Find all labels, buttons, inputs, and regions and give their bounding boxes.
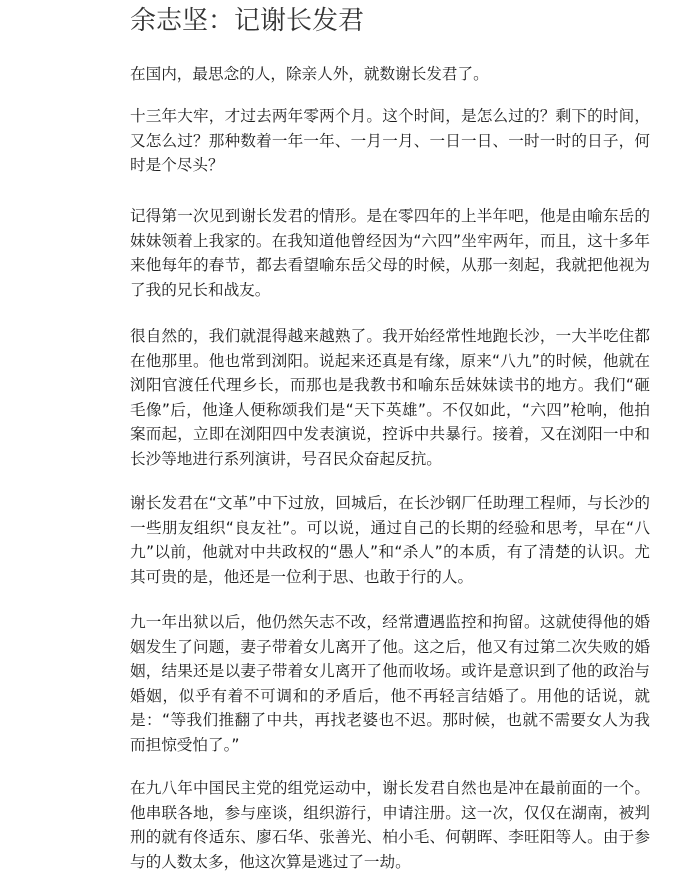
paragraph-2: 十三年大牢，才过去两年零两个月。这个时间，是怎么过的？剩下的时间，又怎么过？那种数着一年一年、一月一月、一日一日、一时一时的日子，何时是个尽头？ bbox=[130, 107, 650, 174]
paragraph-5: 谢长发君在“文革”中下过放，回城后，在长沙钢厂任助理工程师，与长沙的一些朋友组织“良友社”。可以说，通过自己的长期的经验和思考，早在“八九”以前，他就对中共政权的“愚人”和“杀人”的本质，有了清楚的认识。尤其可贵的是，他还是一位利于思、也敢于行的人。 bbox=[130, 494, 650, 586]
article bbox=[130, 0, 650, 871]
paragraph-1: 在国内，最思念的人，除亲人外，就数谢长发君了。 bbox=[130, 65, 489, 83]
paragraph-3: 记得第一次见到谢长发君的情形。是在零四年的上半年吧，他是由喻东岳的妹妹领着上我家的。在我知道他曾经因为“六四”坐牢两年，而且，这十多年来他每年的春节，都去看望喻东岳父母的时候，从那一刻起，我就把他视为了我的兄长和战友。 bbox=[130, 207, 650, 299]
article-title: 余志坚：记谢长发君 bbox=[130, 6, 365, 36]
paragraph-4: 很自然的，我们就混得越来越熟了。我开始经常性地跑长沙，一大半吃住都在他那里。他也常到浏阳。说起来还真是有缘，原来“八九”的时候，他就在浏阳官渡任代理乡长，而那也是我教书和喻东岳妹妹读书的地方。我们“砸毛像”后，他逢人便称颂我们是“天下英雄”。不仅如此，“六四”枪响，他拍案而起，立即在浏阳四中发表演说，控诉中共暴行。接着，又在浏阳一中和长沙等地进行系列演讲，号召民众奋起反抗。 bbox=[130, 327, 650, 468]
paragraph-6: 九一年出狱以后，他仍然矢志不改，经常遭遇监控和拘留。这就使得他的婚姻发生了问题，妻子带着女儿离开了他。这之后，他又有过第二次失败的婚姻，结果还是以妻子带着女儿离开了他而收场。或许是意识到了他的政治与婚姻，似乎有着不可调和的矛盾后，他不再轻言结婚了。用他的话说，就是：“等我们推翻了中共，再找老婆也不迟。那时候，也就不需要女人为我而担惊受怕了。” bbox=[130, 613, 650, 754]
paragraph-7: 在九八年中国民主党的组党运动中，谢长发君自然也是冲在最前面的一个。他串联各地，参与座谈，组织游行，申请注册。这一次，仅仅在湖南，被判刑的就有佟适东、廖石华、张善光、柏小毛、何朝晖、李旺阳等人。由于参与的人数太多，他这次算是逃过了一劫。 bbox=[130, 779, 650, 871]
